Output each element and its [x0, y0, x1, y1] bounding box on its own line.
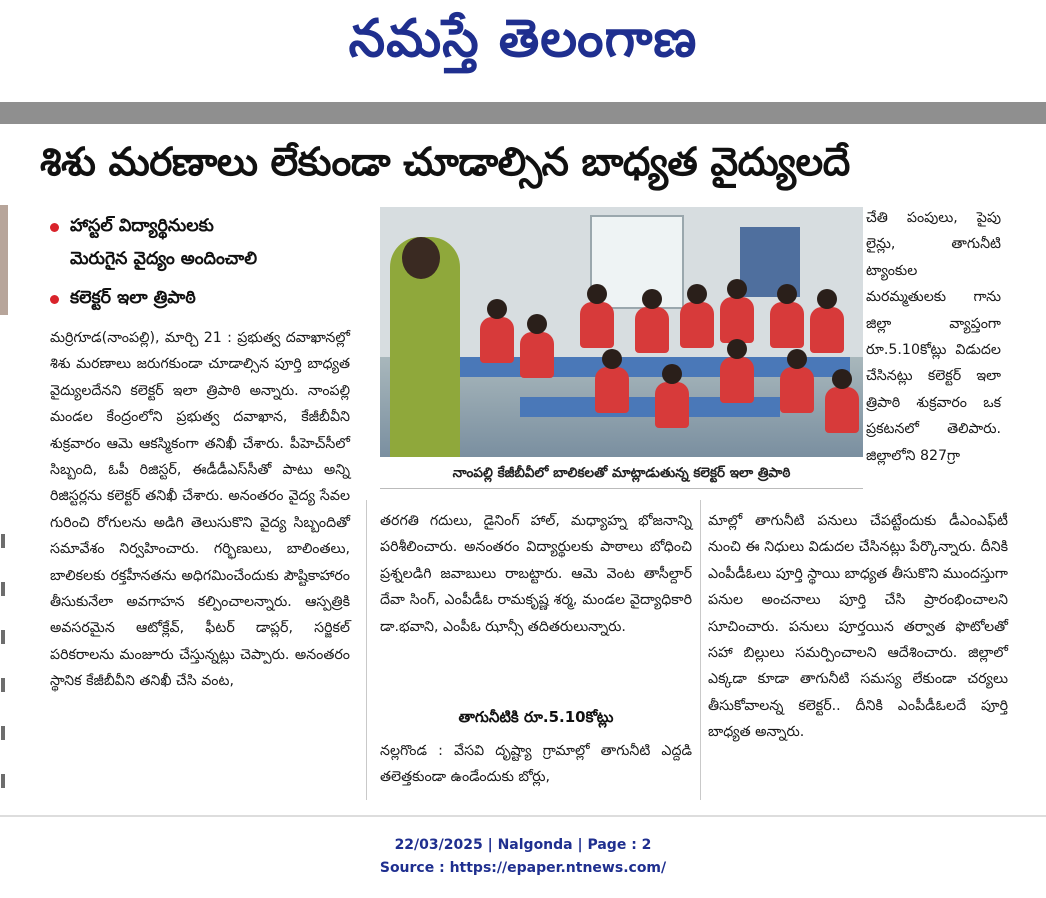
article-column-1 [50, 325, 350, 695]
article-column-4 [708, 508, 1008, 746]
bullet-item [48, 210, 348, 276]
photo-caption: నాంపల్లి కేజీబీవీలో బాలికలతో మాట్లాడుతున్న కలెక్టర్ ఇలా త్రిపాఠి [380, 458, 863, 489]
article-paragraph: మాల్లో తాగునీటి పనులు చేపట్టేందుకు డీఎంఎఫ్‌టీ నుంచి ఈ నిధులు విడుదల చేసినట్లు పేర్కొన్నారు. దీనికి ఎంపీడీఓలు పూర్తి స్థాయి బాధ్యత తీసుకొని ముందస్తుగా పనుల అంచనాలు పూర్తి చేసి ప్రారంభించాలని సూచించారు. పనులు పూర్తయిన తర్వాత ఫొటోలతో సహా బిల్లులు సమర్పించాలని ఆదేశించారు. జిల్లాలో ఎక్కడా కూడా తాగునీటి సమస్య లేకుండా చర్యలు తీసుకోవాలన్న కలెక్టర్.. దీనికి ఎంపీడీఓలదే పూర్తి బాధ్యత అన్నారు. [708, 513, 1008, 741]
article-paragraph: మర్రిగూడ(నాంపల్లి), మార్చి 21 : ప్రభుత్వ దవాఖానల్లో శిశు మరణాలు జరుగకుండా చూడాల్సిన పూర్తి బాధ్యత వైద్యులదేనని కలెక్టర్ ఇలా త్రిపాఠి అన్నారు. నాంపల్లి మండల కేంద్రంలోని ప్రభుత్వ దవాఖాన, కేజీబీవీని శుక్రవారం ఆమె ఆకస్మికంగా తనిఖీ చేశారు. పీహెచ్‌సీలో సిబ్బంది, ఓపీ రిజిస్టర్, ఈడీడీఎస్‌సీతో పాటు అన్ని రిజిస్టర్లను కలెక్టర్ తనిఖీ చేశారు. అనంతరం వైద్య సేవల గురించి రోగులను అడిగి తెలుసుకొని వైద్య సిబ్బందితో సమావేశం నిర్వహించారు. గర్భిణులు, బాలింతలు, బాలికలకు రక్తహీనతను అధిగమించేందుకు పౌష్టికాహారం తీసుకునేలా అవగాహన కల్పించాలన్నారు. ఆస్పత్రికి అవసరమైన ఆటోక్లేవ్, ఫీటర్ డాప్లర్, సర్జికల్ పరికరాలను మంజూరు చేస్తున్నట్లు చెప్పారు. అనంతరం స్థానిక కేజీబీవీని తనిఖీ చేసి వంట, [50, 330, 350, 690]
bullet-item [48, 282, 348, 315]
masthead-bar [0, 102, 1046, 124]
article-paragraph: చేతి పంపులు, పైపు లైన్లు, తాగునీటి ట్యాంకుల మరమ్మతులకు గాను జిల్లా వ్యాప్తంగా రూ.5.10కోట్లు విడుదల చేసినట్లు కలెక్టర్ ఇలా త్రిపాఠి శుక్రవారం ఒక ప్రకటనలో తెలిపారు. జిల్లాలోని 827గ్రా [866, 210, 1001, 464]
article-photo [380, 207, 863, 457]
adjacent-article-edge [0, 205, 8, 315]
bullet-dot-icon [50, 295, 59, 304]
column-divider [366, 500, 367, 800]
article-column-2b [380, 738, 692, 791]
article-paragraph: తరగతి గదులు, డైనింగ్ హాల్, మధ్యాహ్న భోజనాన్ని పరిశీలించారు. అనంతరం విద్యార్థులకు పాఠాలు బోధించి ప్రశ్నలడిగి జవాబులు రాబట్టారు. ఆమె వెంట తాసీల్దార్ దేవా సింగ్, ఎంపీడీఓ రామకృష్ణ శర్మ, మండల వైద్యాధికారి డా.భవాని, ఎంపీఓ ఝాన్సీ తదితరులున్నారు. [380, 513, 692, 635]
bullet-dot-icon [50, 223, 59, 232]
page-bottom-rule [0, 815, 1046, 817]
teacher-head [402, 237, 440, 279]
edition-info: 22/03/2025 | Nalgonda | Page : 2 [394, 837, 652, 853]
highlight-bullets [48, 210, 348, 315]
column-divider [700, 500, 701, 800]
bullet-text: మెరుగైన వైద్యం అందించాలి [70, 249, 258, 269]
adjacent-article-text-edge [0, 500, 6, 800]
bullet-text: హాస్టల్ విద్యార్థినులకు [70, 216, 214, 236]
article-column-2 [380, 508, 692, 640]
newspaper-logo: నమస్తే తెలంగాణ [348, 8, 698, 69]
article-paragraph: నల్లగొండ : వేసవి దృష్ట్యా గ్రామాల్లో తాగునీటి ఎద్దడి తలెత్తకుండా ఉండేందుకు బోర్లు, [380, 743, 692, 786]
sub-headline: తాగునీటికి రూ.5.10కోట్లు [458, 708, 614, 726]
bullet-text: కలెక్టర్ ఇలా త్రిపాఠి [70, 288, 196, 308]
article-headline: శిశు మరణాలు లేకుండా చూడాల్సిన బాధ్యత వైద్యులదే [40, 140, 850, 185]
source-link[interactable]: Source : https://epaper.ntnews.com/ [379, 860, 667, 876]
article-column-3 [866, 205, 1001, 469]
masthead [0, 0, 1046, 102]
